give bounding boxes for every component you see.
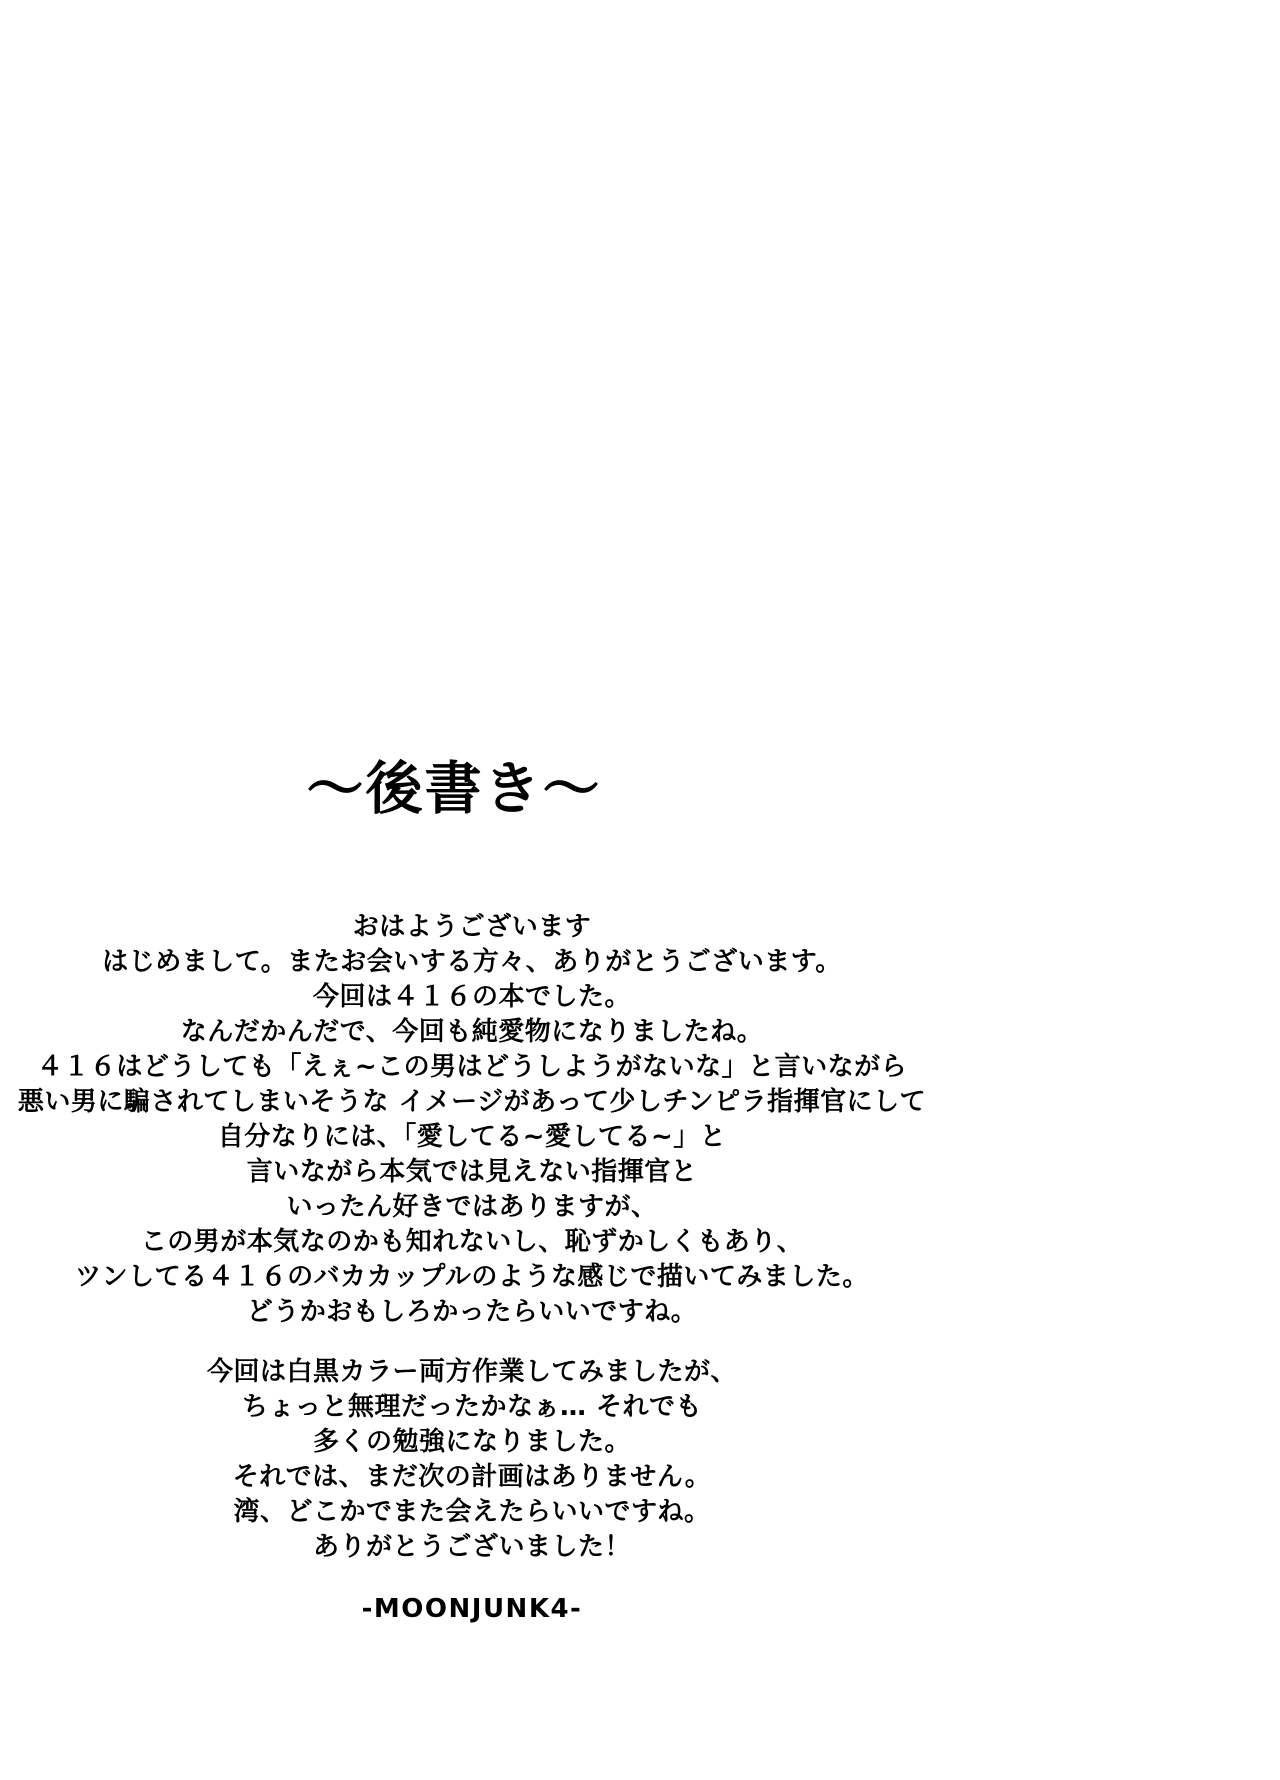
page-title: ～後書き～: [306, 756, 602, 822]
afterword-line: 湾、どこかでまた会えたらいいですね。: [233, 1496, 711, 1527]
afterword-line: 多くの勉強になりました。: [312, 1426, 631, 1457]
afterword-line: この男が本気なのかも知れないし、恥ずかしくもあり、: [140, 1226, 804, 1257]
afterword-paragraph-2: [0, 1355, 944, 1565]
afterword-line: それでは、まだ次の計画はありません。: [232, 1461, 712, 1492]
author-signature: -MOONJUNK4-: [361, 1593, 583, 1624]
afterword-line: いったん好きではありますが、: [286, 1191, 658, 1222]
afterword-line: おはようございます: [352, 911, 592, 942]
afterword-line: 自分なりには、「愛してる~愛してる~」と: [217, 1121, 727, 1152]
afterword-paragraph-1: [0, 910, 944, 1330]
afterword-line: 悪い男に騙されてしまいそうな イメージがあって少しチンピラ指揮官にして: [17, 1086, 927, 1117]
afterword-line: 今回は白黒カラー両方作業してみましたが、: [206, 1356, 737, 1387]
afterword-line: 今回は４１６の本でした。: [312, 981, 631, 1012]
afterword-line: 言いながら本気では見えない指揮官と: [246, 1156, 698, 1187]
afterword-line: ４１６はどうしても「えぇ~この男はどうしようがないな」と言いながら: [36, 1051, 908, 1082]
afterword-line: ありがとうございました！: [312, 1531, 631, 1562]
afterword-line: はじめまして。またお会いする方々、ありがとうございます。: [102, 946, 842, 977]
afterword-line: ちょっと無理だったかなぁ… それでも: [241, 1391, 703, 1422]
afterword-line: どうかおもしろかったらいいですね。: [246, 1296, 698, 1327]
afterword-line: ツンしてる４１６のバカカップルのような感じで描いてみました。: [75, 1261, 869, 1292]
afterword-line: なんだかんだで、今回も純愛物になりましたね。: [180, 1016, 764, 1047]
